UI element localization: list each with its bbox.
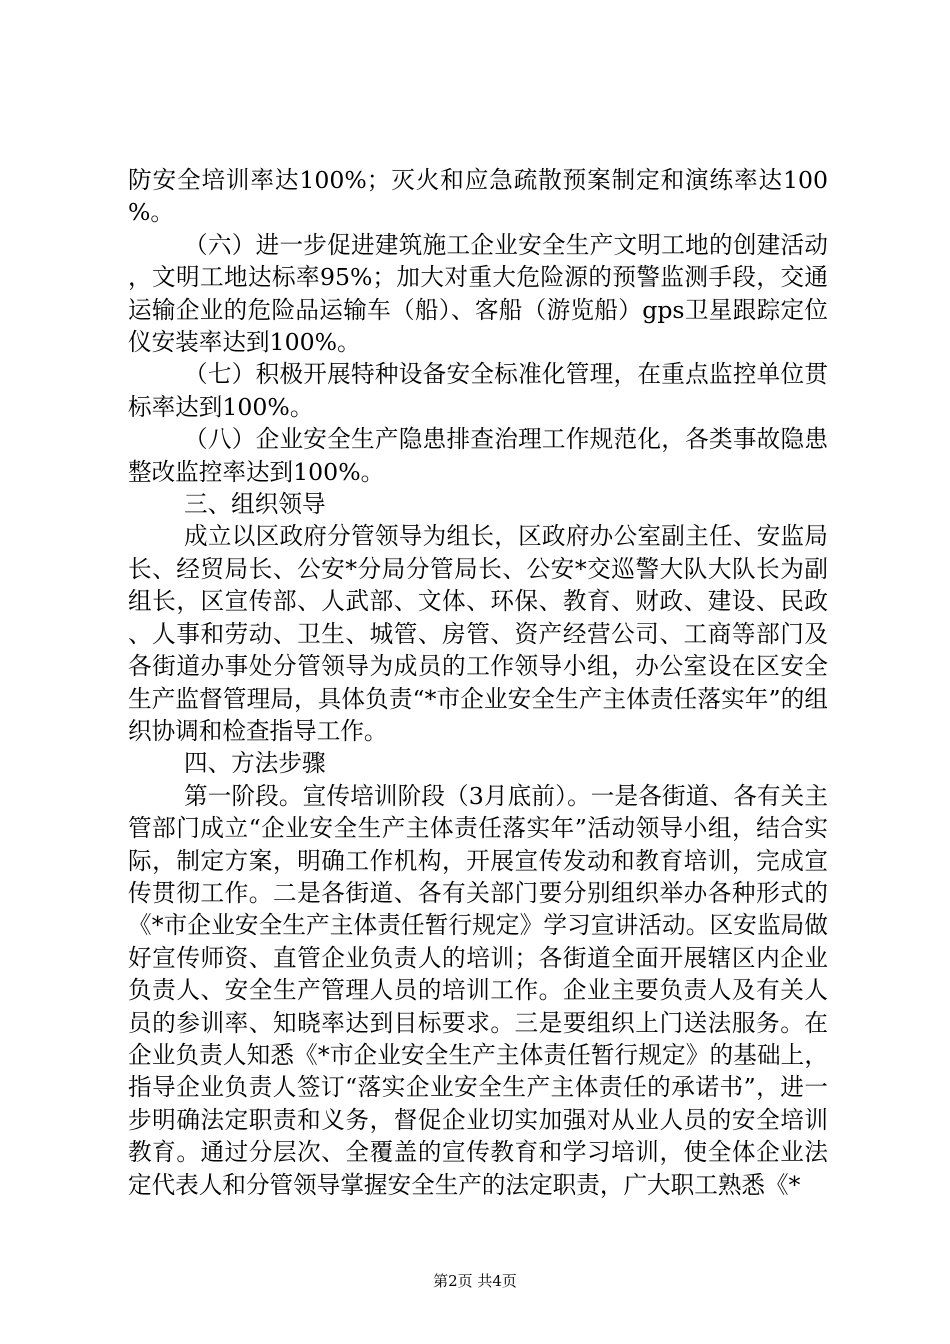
paragraph-1: 防安全培训率达100%；灭火和应急疏散预案制定和演练率达100%。 (128, 166, 828, 227)
section-heading-steps: 四、方法步骤 (184, 749, 326, 778)
section-heading-organization: 三、组织领导 (184, 490, 326, 519)
paragraph-4: （八）企业安全生产隐患排查治理工作规范化，各类事故隐患整改监控率达到100%。 (128, 425, 828, 486)
paragraph-3: （七）积极开展特种设备安全标准化管理，在重点监控单位贯标率达到100%。 (128, 360, 828, 421)
page-number-label: 第2页 共4页 (433, 1272, 517, 1290)
paragraph-8: 第一阶段。宣传培训阶段（3月底前）。一是各街道、各有关主管部门成立“企业安全生产主体责任落实年”活动领导小组，结合实际，制定方案，明确工作机构，开展宣传发动和教育培训，完成宣传贯彻工作。二是各街道、各有关部门要分别组织举办各种形式的《*市企业安全生产主体责任暂行规定》学习宣讲活动。区安监局做好宣传师资、直管企业负责人的培训；各街道全面开展辖区内企业负责人、安全生产管理人员的培训工作。企业主要负责人及有关人员的参训率、知晓率达到目标要求。三是要组织上门送法服务。在企业负责人知悉《*市企业安全生产主体责任暂行规定》的基础上，指导企业负责人签订“落实企业安全生产主体责任的承诺书”，进一步明确法定职责和义务，督促企业切实加强对从业人员的安全培训教育。通过分层次、全覆盖的宣传教育和学习培训，使全体企业法定代表人和分管领导掌握安全生产的法定职责，广大职工熟悉《* (128, 781, 828, 1199)
page-footer (0, 1271, 950, 1291)
paragraph-2: （六）进一步促进建筑施工企业安全生产文明工地的创建活动，文明工地达标率95%；加大对重大危险源的预警监测手段，交通运输企业的危险品运输车（船）、客船（游览船）gps卫星跟踪定位仪安装率达到100%。 (128, 230, 828, 357)
document-body (128, 164, 828, 1201)
paragraph-6: 成立以区政府分管领导为组长，区政府办公室副主任、安监局长、经贸局长、公安*分局分管局长、公安*交巡警大队大队长为副组长，区宣传部、人武部、文体、环保、教育、财政、建设、民政、人事和劳动、卫生、城管、房管、资产经营公司、工商等部门及各街道办事处分管领导为成员的工作领导小组，办公室设在区安全生产监督管理局，具体负责“*市企业安全生产主体责任落实年”的组织协调和检查指导工作。 (128, 522, 828, 745)
